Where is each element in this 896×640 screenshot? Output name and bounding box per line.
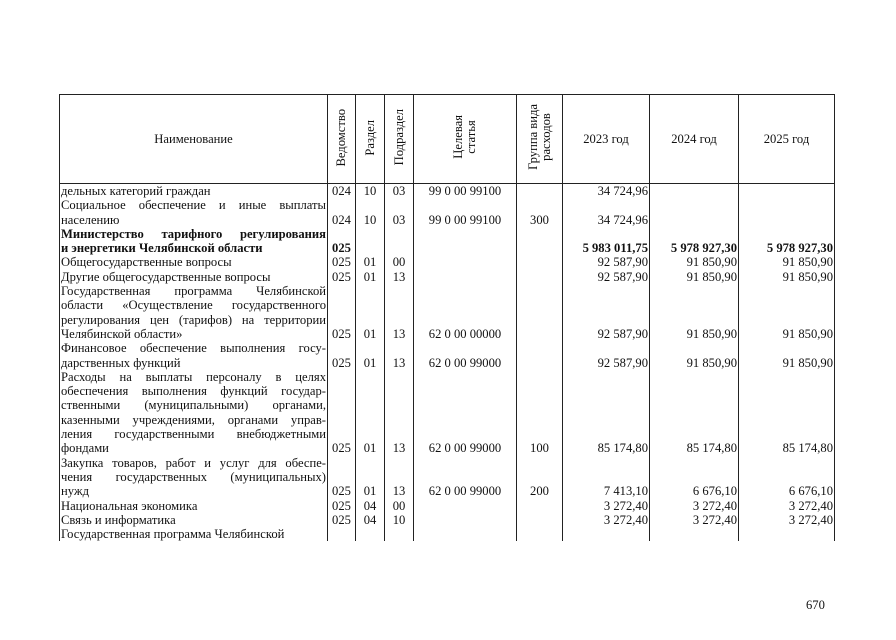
row-value-2023: 85 174,80 <box>563 370 650 456</box>
table-row <box>60 527 835 541</box>
row-name-line: Закупка товаров, работ и услуг для обеспе- <box>61 455 326 470</box>
row-gruppa <box>517 184 563 199</box>
header-razdel: Раздел <box>356 95 385 184</box>
row-podrazdel: 13 <box>385 270 414 284</box>
row-name <box>60 513 328 527</box>
table-row <box>60 341 835 370</box>
row-gruppa: 200 <box>517 456 563 499</box>
table-row <box>60 227 835 256</box>
row-name <box>60 527 328 541</box>
row-name-line: Финансовое обеспечение выполнения госу- <box>61 341 326 356</box>
row-razdel: 01 <box>356 456 385 499</box>
row-name-line: населению <box>61 212 120 227</box>
row-name-line: фондами <box>61 441 109 456</box>
row-podrazdel: 10 <box>385 513 414 527</box>
header-celevaya-statya: Целевая статья <box>414 95 517 184</box>
row-name-line: Социальное обеспечение и иные выплаты <box>61 198 326 213</box>
row-razdel <box>356 227 385 256</box>
row-name-line: нужд <box>61 484 89 499</box>
row-name-line: чения государственных (муниципальных) <box>61 469 326 484</box>
row-value-2024: 3 272,40 <box>650 513 739 527</box>
row-razdel <box>356 527 385 541</box>
row-value-2023: 92 587,90 <box>563 255 650 269</box>
row-value-2025: 91 850,90 <box>739 270 835 284</box>
row-name-line: и энергетики Челябинской области <box>61 241 263 256</box>
row-value-2023 <box>563 527 650 541</box>
row-celevaya-statya: 99 0 00 99100 <box>414 198 517 227</box>
row-value-2024: 91 850,90 <box>650 284 739 341</box>
row-value-2025 <box>739 527 835 541</box>
row-gruppa <box>517 341 563 370</box>
row-name-line: Челябинской области» <box>61 326 183 341</box>
row-vedomstvo: 025 <box>328 341 356 370</box>
row-value-2023: 34 724,96 <box>563 198 650 227</box>
row-razdel: 01 <box>356 370 385 456</box>
row-name <box>60 184 328 199</box>
row-celevaya-statya: 62 0 00 99000 <box>414 341 517 370</box>
row-celevaya-statya <box>414 255 517 269</box>
row-vedomstvo: 025 <box>328 499 356 513</box>
row-vedomstvo: 025 <box>328 255 356 269</box>
row-value-2023: 92 587,90 <box>563 341 650 370</box>
row-gruppa <box>517 513 563 527</box>
table-row <box>60 370 835 456</box>
row-value-2023: 3 272,40 <box>563 513 650 527</box>
row-name <box>60 370 328 456</box>
row-vedomstvo: 025 <box>328 370 356 456</box>
row-value-2024: 85 174,80 <box>650 370 739 456</box>
row-name <box>60 499 328 513</box>
row-value-2024: 91 850,90 <box>650 270 739 284</box>
row-name <box>60 284 328 341</box>
row-podrazdel: 00 <box>385 255 414 269</box>
row-vedomstvo: 025 <box>328 456 356 499</box>
row-name <box>60 198 328 227</box>
table-row <box>60 456 835 499</box>
row-name-line: Государственная программа Челябинской <box>61 527 285 542</box>
row-value-2025 <box>739 198 835 227</box>
header-year-2023: 2023 год <box>563 95 650 184</box>
row-podrazdel: 03 <box>385 184 414 199</box>
row-name-line: ления государственными внебюджетными <box>61 427 326 442</box>
row-value-2024: 5 978 927,30 <box>650 227 739 256</box>
row-gruppa <box>517 270 563 284</box>
row-celevaya-statya: 62 0 00 99000 <box>414 456 517 499</box>
row-podrazdel <box>385 527 414 541</box>
table-row <box>60 255 835 269</box>
row-name-line: области «Осуществление государственного <box>61 298 326 313</box>
row-celevaya-statya <box>414 499 517 513</box>
row-celevaya-statya <box>414 513 517 527</box>
row-name-line: Министерство тарифного регулирования <box>61 226 326 241</box>
row-razdel: 01 <box>356 284 385 341</box>
table-body <box>60 184 835 542</box>
row-value-2024 <box>650 184 739 199</box>
row-vedomstvo: 024 <box>328 184 356 199</box>
row-podrazdel: 03 <box>385 198 414 227</box>
row-vedomstvo <box>328 527 356 541</box>
row-celevaya-statya <box>414 527 517 541</box>
table-row <box>60 184 835 199</box>
row-value-2025: 91 850,90 <box>739 341 835 370</box>
header-gruppa-vida-rashodov: Группа вида расходов <box>517 95 563 184</box>
row-razdel: 01 <box>356 341 385 370</box>
row-celevaya-statya: 99 0 00 99100 <box>414 184 517 199</box>
row-vedomstvo: 025 <box>328 270 356 284</box>
row-gruppa <box>517 284 563 341</box>
row-celevaya-statya: 62 0 00 00000 <box>414 284 517 341</box>
row-value-2025 <box>739 184 835 199</box>
row-razdel: 04 <box>356 513 385 527</box>
row-gruppa: 300 <box>517 198 563 227</box>
row-vedomstvo: 025 <box>328 513 356 527</box>
row-value-2023: 3 272,40 <box>563 499 650 513</box>
row-value-2024: 91 850,90 <box>650 341 739 370</box>
row-value-2023: 92 587,90 <box>563 284 650 341</box>
row-name-line: Другие общегосударственные вопросы <box>61 269 271 284</box>
row-name <box>60 255 328 269</box>
row-name-line: дарственных функций <box>61 355 181 370</box>
table-row <box>60 513 835 527</box>
row-razdel: 10 <box>356 184 385 199</box>
row-razdel: 01 <box>356 270 385 284</box>
row-vedomstvo: 024 <box>328 198 356 227</box>
row-value-2024 <box>650 527 739 541</box>
row-name-line: дельных категорий граждан <box>61 184 211 198</box>
row-vedomstvo: 025 <box>328 227 356 256</box>
header-year-2025: 2025 год <box>739 95 835 184</box>
row-celevaya-statya <box>414 227 517 256</box>
header-podrazdel: Подраздел <box>385 95 414 184</box>
row-gruppa <box>517 255 563 269</box>
table-header-row <box>60 95 835 184</box>
row-name-line: Общегосударственные вопросы <box>61 255 232 270</box>
row-razdel: 01 <box>356 255 385 269</box>
row-value-2024: 6 676,10 <box>650 456 739 499</box>
header-year-2024: 2024 год <box>650 95 739 184</box>
table-row <box>60 198 835 227</box>
row-name-line: казенными учреждениями, органами управ- <box>61 412 326 427</box>
row-name <box>60 270 328 284</box>
row-value-2025: 91 850,90 <box>739 255 835 269</box>
row-name-line: обеспечения выполнения функций государ- <box>61 384 326 399</box>
budget-table <box>59 94 835 541</box>
row-name <box>60 227 328 256</box>
row-value-2023: 92 587,90 <box>563 270 650 284</box>
row-value-2023: 7 413,10 <box>563 456 650 499</box>
table-row <box>60 284 835 341</box>
header-name: Наименование <box>60 95 328 184</box>
page-number: 670 <box>806 598 825 612</box>
table-row <box>60 270 835 284</box>
row-podrazdel: 13 <box>385 284 414 341</box>
row-gruppa <box>517 227 563 256</box>
row-value-2024: 3 272,40 <box>650 499 739 513</box>
table-row <box>60 499 835 513</box>
row-value-2025: 5 978 927,30 <box>739 227 835 256</box>
row-podrazdel <box>385 227 414 256</box>
row-name <box>60 456 328 499</box>
row-razdel: 04 <box>356 499 385 513</box>
row-value-2024 <box>650 198 739 227</box>
header-vedomstvo: Ведомство <box>328 95 356 184</box>
row-gruppa <box>517 499 563 513</box>
row-name-line: Расходы на выплаты персоналу в целях <box>61 369 326 384</box>
row-value-2023: 5 983 011,75 <box>563 227 650 256</box>
row-value-2024: 91 850,90 <box>650 255 739 269</box>
row-vedomstvo: 025 <box>328 284 356 341</box>
row-podrazdel: 00 <box>385 499 414 513</box>
row-name-line: Связь и информатика <box>61 512 176 527</box>
row-podrazdel: 13 <box>385 456 414 499</box>
row-name-line: Государственная программа Челябинской <box>61 284 326 299</box>
row-value-2023: 34 724,96 <box>563 184 650 199</box>
row-value-2025: 3 272,40 <box>739 499 835 513</box>
row-name-line: ственными (муниципальными) органами, <box>61 398 326 413</box>
row-podrazdel: 13 <box>385 370 414 456</box>
row-razdel: 10 <box>356 198 385 227</box>
row-podrazdel: 13 <box>385 341 414 370</box>
row-value-2025: 3 272,40 <box>739 513 835 527</box>
row-value-2025: 6 676,10 <box>739 456 835 499</box>
row-name-line: регулирования цен (тарифов) на территории <box>61 312 326 327</box>
row-value-2025: 85 174,80 <box>739 370 835 456</box>
row-name-line: Национальная экономика <box>61 498 198 513</box>
row-gruppa <box>517 527 563 541</box>
row-name <box>60 341 328 370</box>
row-celevaya-statya: 62 0 00 99000 <box>414 370 517 456</box>
row-gruppa: 100 <box>517 370 563 456</box>
row-value-2025: 91 850,90 <box>739 284 835 341</box>
row-celevaya-statya <box>414 270 517 284</box>
